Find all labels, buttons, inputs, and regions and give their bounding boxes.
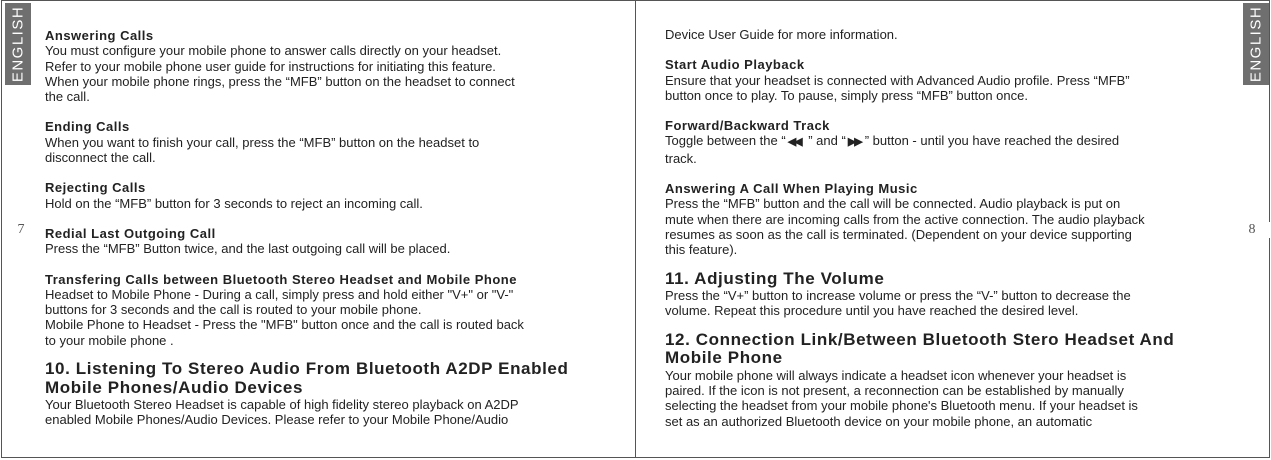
body-line: to your mobile phone . — [45, 332, 174, 348]
language-tab-label: ENGLISH — [9, 5, 27, 83]
body-line: buttons for 3 seconds and the call is routed to your mobile phone. — [45, 302, 422, 318]
body-line: set as an authorized Bluetooth device on your mobile phone, an automatic — [665, 413, 1093, 429]
chapter-heading-12: 12. Connection Link/Between Bluetooth Stero Headset And — [665, 329, 1175, 349]
body-line: Hold on the “MFB” button for 3 seconds to reject an incoming call. — [45, 195, 423, 211]
left-page — [1, 0, 636, 458]
body-line: button once to play. To pause, simply press “MFB” button once. — [665, 87, 1028, 103]
chapter-heading-10: 10. Listening To Stereo Audio From Bluetooth A2DP Enabled — [45, 359, 569, 379]
left-page-content — [45, 28, 610, 428]
body-line: Headset to Mobile Phone - During a call, simply press and hold either "V+" or "V-" — [45, 286, 514, 302]
section-heading-rejecting-calls: Rejecting Calls — [45, 180, 146, 196]
page-number-right — [1233, 222, 1271, 238]
text-fragment: ” button - until you have reached the desired — [864, 133, 1120, 149]
body-line: Press the “MFB” button and the call will be connected. Audio playback is put on — [665, 196, 1121, 212]
section-heading-answering-calls: Answering Calls — [45, 28, 154, 43]
body-line: mute when there are incoming calls from the active connection. The audio playback — [665, 211, 1145, 227]
previous-track-icon: ◀◀ — [787, 136, 801, 149]
body-line: Refer to your mobile phone user guide for instructions for initiating this feature. — [45, 58, 496, 74]
body-line: When you want to finish your call, press the “MFB” button on the headset to — [45, 134, 480, 150]
body-line: enabled Mobile Phones/Audio Devices. Please refer to your Mobile Phone/Audio — [45, 412, 509, 428]
section-heading-transfering-calls: Transfering Calls between Bluetooth Stereo Headset and Mobile Phone — [45, 271, 517, 287]
right-page-content — [665, 27, 1230, 429]
body-line: Press the “V+” button to increase volume or press the “V-” button to decrease the — [665, 288, 1131, 304]
section-heading-answering-music: Answering A Call When Playing Music — [665, 181, 918, 197]
section-heading-ending-calls: Ending Calls — [45, 119, 130, 135]
right-page — [635, 0, 1270, 458]
text-fragment: ” and “ — [804, 133, 846, 149]
body-line: selecting the headset from your mobile phone's Bluetooth menu. If your headset is — [665, 398, 1138, 414]
body-line: paired. If the icon is not present, a reconnection can be established by manually — [665, 382, 1124, 398]
body-line: Your mobile phone will always indicate a headset icon whenever your headset is — [665, 367, 1127, 383]
next-track-icon: ▶▶ — [847, 136, 861, 149]
body-line: Your Bluetooth Stereo Headset is capable of high fidelity stereo playback on A2DP — [45, 397, 519, 413]
chapter-heading-11: 11. Adjusting The Volume — [665, 268, 885, 288]
body-line: Device User Guide for more information. — [665, 27, 898, 42]
body-line: Press the “MFB” Button twice, and the last outgoing call will be placed. — [45, 241, 451, 257]
section-heading-redial: Redial Last Outgoing Call — [45, 225, 216, 241]
body-line: volume. Repeat this procedure until you have reached the desired level. — [665, 303, 1079, 319]
page-number-value: 8 — [1248, 222, 1256, 237]
chapter-heading-10-cont: Mobile Phones/Audio Devices — [45, 377, 304, 397]
body-line: this feature). — [665, 242, 738, 258]
chapter-heading-12-cont: Mobile Phone — [665, 348, 783, 368]
language-tab-left — [5, 3, 31, 85]
text-fragment: Toggle between the “ — [665, 133, 786, 149]
body-line: When your mobile phone rings, press the “MFB” button on the headset to connect — [45, 73, 515, 89]
body-line: the call. — [45, 89, 90, 105]
body-line: You must configure your mobile phone to answer calls directly on your headset. — [45, 43, 502, 59]
section-heading-forward-backward: Forward/Backward Track — [665, 118, 830, 134]
page-number-value: 7 — [17, 222, 25, 237]
section-heading-start-audio: Start Audio Playback — [665, 57, 805, 73]
body-line: resumes as soon as the call is terminated. (Dependent on your device supporting — [665, 226, 1132, 242]
language-tab-right — [1243, 3, 1269, 85]
body-line: track. — [665, 150, 697, 166]
body-line: disconnect the call. — [45, 150, 156, 166]
page-number-left — [2, 222, 40, 238]
body-line: Ensure that your headset is connected with Advanced Audio profile. Press “MFB” — [665, 72, 1130, 88]
body-line: Mobile Phone to Headset - Press the "MFB" button once and the call is routed back — [45, 317, 524, 333]
language-tab-label: ENGLISH — [1247, 5, 1265, 83]
body-line — [665, 133, 1230, 150]
